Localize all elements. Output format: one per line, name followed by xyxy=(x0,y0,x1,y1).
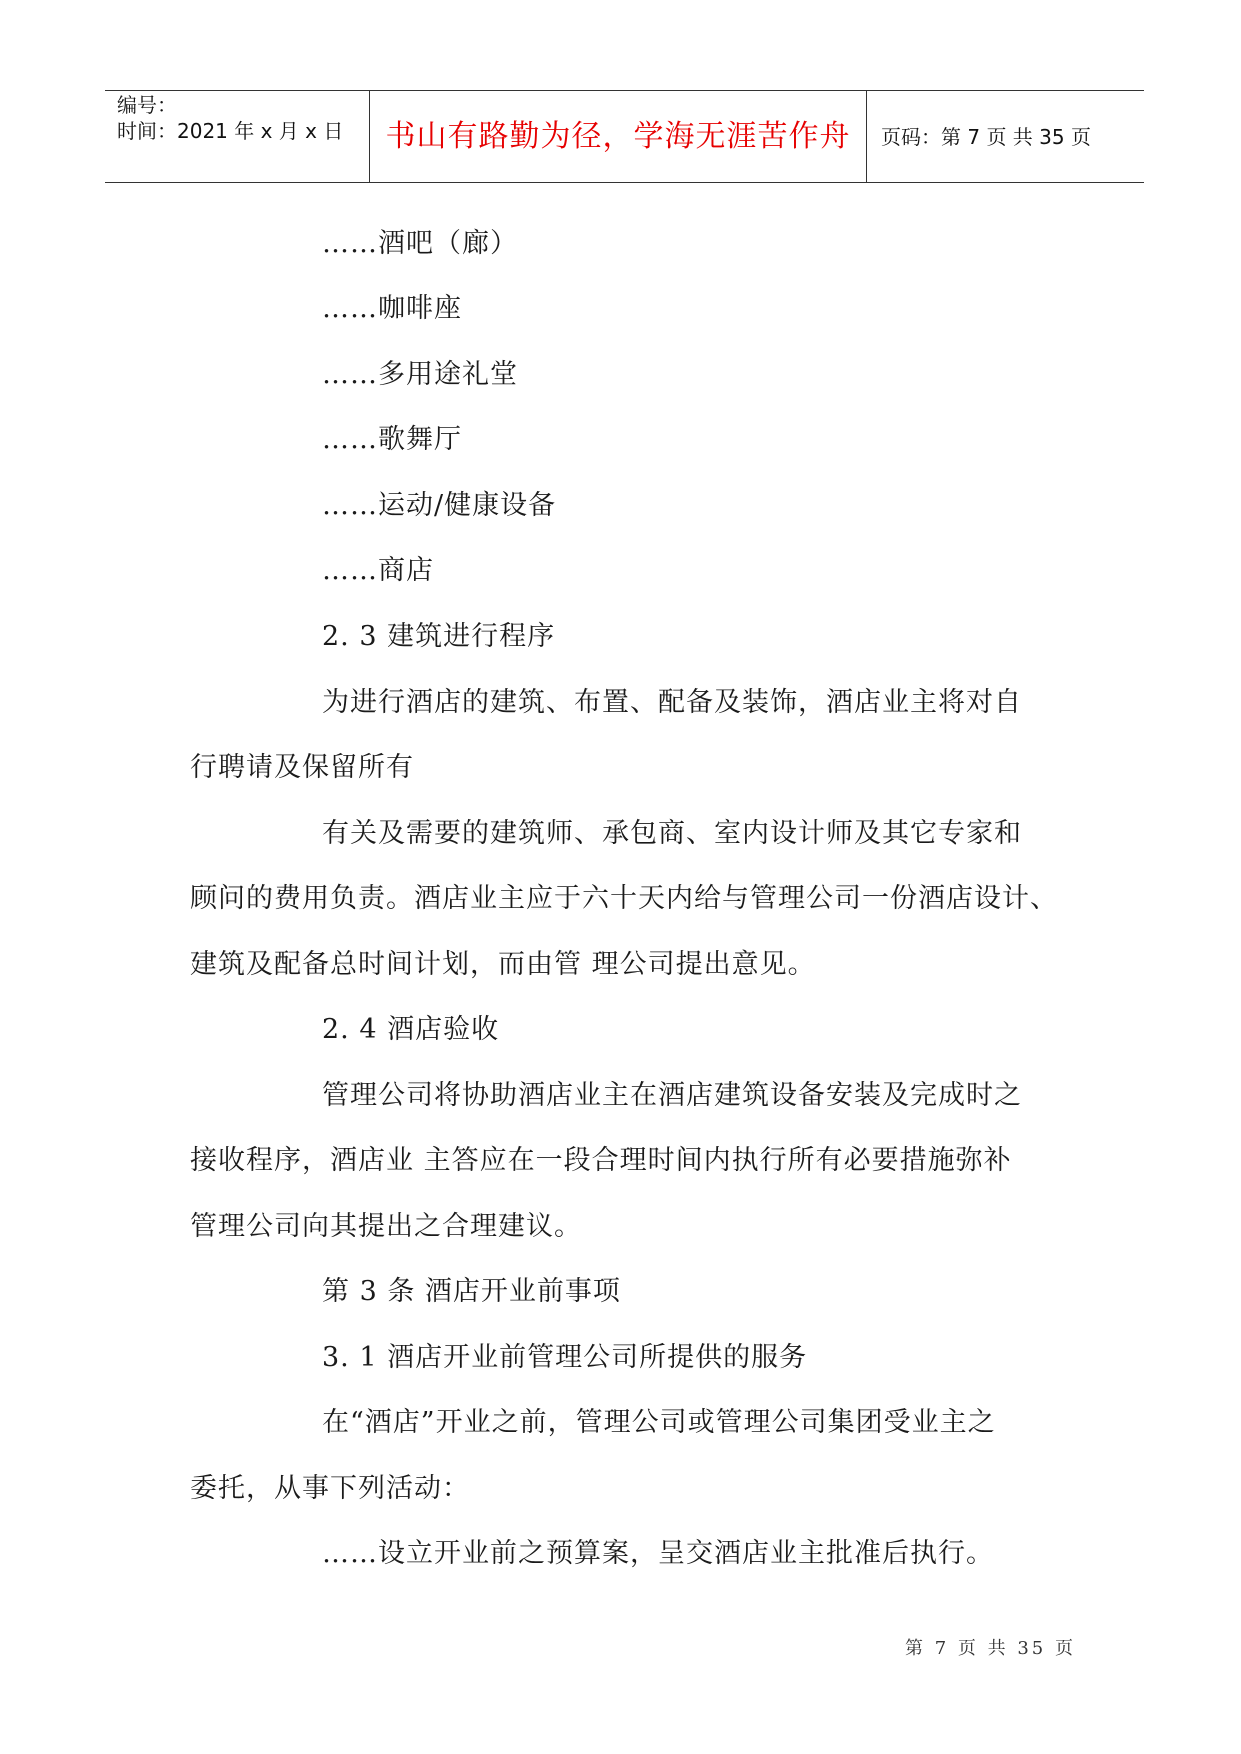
document-number-label: 编号： xyxy=(117,93,177,117)
section-heading: 2. 4 酒店验收 xyxy=(322,1014,500,1045)
list-item: ……歌舞厅 xyxy=(322,424,462,455)
page-header xyxy=(105,90,1144,183)
page-footer: 第 7 页 共 35 页 xyxy=(905,1638,1076,1659)
list-item: ……咖啡座 xyxy=(322,293,462,324)
paragraph-line: 接收程序，酒店业 主答应在一段合理时间内执行所有必要措施弥补 xyxy=(190,1145,1012,1176)
paragraph-line: 行聘请及保留所有 xyxy=(190,752,414,783)
list-item: ……商店 xyxy=(322,555,434,586)
header-info-cell xyxy=(105,91,370,182)
paragraph-line: 顾问的费用负责。酒店业主应于六十天内给与管理公司一份酒店设计、 xyxy=(190,883,1058,914)
list-item: ……多用途礼堂 xyxy=(322,359,518,390)
header-motto-cell xyxy=(370,91,867,182)
paragraph-line: 委托，从事下列活动： xyxy=(190,1473,470,1504)
list-item: ……设立开业前之预算案，呈交酒店业主批准后执行。 xyxy=(322,1538,994,1569)
paragraph-line: 管理公司向其提出之合理建议。 xyxy=(190,1211,582,1242)
header-page-cell xyxy=(867,91,1144,182)
document-time-label: 时间：2021 年 x 月 x 日 xyxy=(117,119,344,143)
header-page-number: 页码：第 7 页 共 35 页 xyxy=(881,125,1091,149)
section-heading: 3. 1 酒店开业前管理公司所提供的服务 xyxy=(322,1342,808,1373)
paragraph-line: 为进行酒店的建筑、布置、配备及装饰，酒店业主将对自 xyxy=(322,687,1022,718)
paragraph-line: 建筑及配备总时间计划，而由管 理公司提出意见。 xyxy=(190,949,816,980)
article-heading: 第 3 条 酒店开业前事项 xyxy=(322,1276,621,1307)
paragraph-line: 管理公司将协助酒店业主在酒店建筑设备安装及完成时之 xyxy=(322,1080,1022,1111)
list-item: ……运动/健康设备 xyxy=(322,490,557,521)
paragraph-line: 有关及需要的建筑师、承包商、室内设计师及其它专家和 xyxy=(322,818,1022,849)
list-item: ……酒吧（廊） xyxy=(322,228,518,259)
section-heading: 2. 3 建筑进行程序 xyxy=(322,621,556,652)
header-motto: 书山有路勤为径，学海无涯苦作舟 xyxy=(385,119,851,154)
paragraph-line: 在“酒店”开业之前，管理公司或管理公司集团受业主之 xyxy=(322,1407,996,1438)
